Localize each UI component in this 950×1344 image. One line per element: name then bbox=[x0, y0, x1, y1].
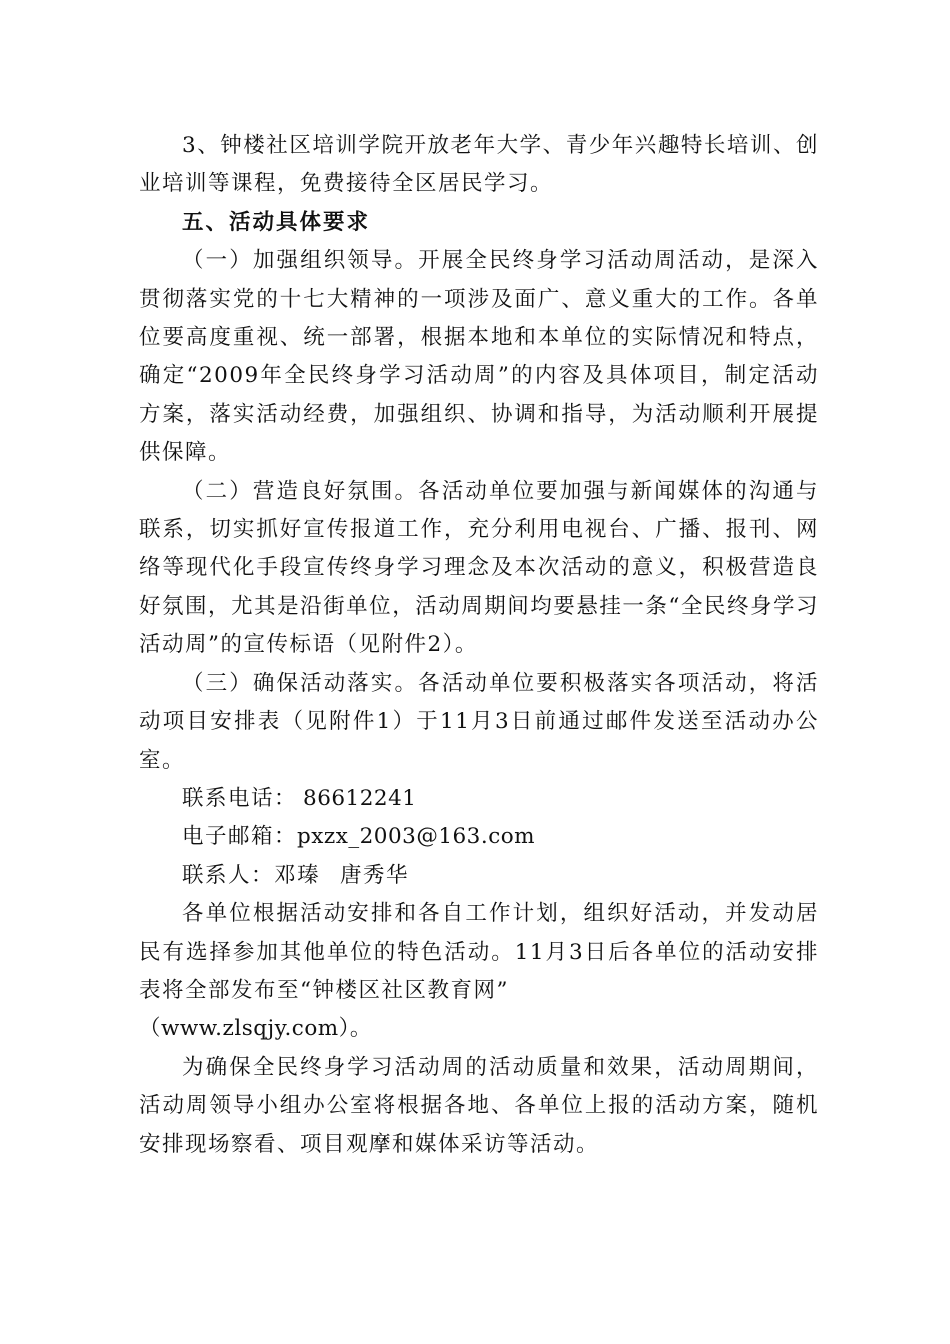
contact-email: pxzx_2003@163.com bbox=[297, 824, 536, 850]
requirement-1: （一）加强组织领导。开展全民终身学习活动周活动，是深入贯彻落实党的十七大精神的一项涉及面广、意义重大的工作。各单位要高度重视、统一部署，根据本地和本单位的实际情况和特点，确定“2009年全民终身学习活动周”的内容及具体项目，制定活动方案，落实活动经费，加强组织、协调和指导，为活动顺利开展提供保障。 bbox=[139, 248, 819, 466]
contact-person-line bbox=[139, 857, 819, 895]
contact-phone-label: 联系电话： bbox=[182, 785, 298, 811]
document-body bbox=[139, 127, 819, 1164]
contact-phone: 86612241 bbox=[303, 785, 417, 811]
contact-email-label: 电子邮箱： bbox=[182, 824, 298, 850]
contact-email-line bbox=[139, 818, 819, 856]
units-paragraph: 各单位根据活动安排和各自工作计划，组织好活动，并发动居民有选择参加其他单位的特色活动。11月3日后各单位的活动安排表将全部发布至“钟楼区社区教育网” bbox=[139, 901, 819, 1003]
contact-person-label: 联系人： bbox=[182, 862, 275, 888]
requirement-2: （二）营造良好氛围。各活动单位要加强与新闻媒体的沟通与联系，切实抓好宣传报道工作，充分利用电视台、广播、报刊、网络等现代化手段宣传终身学习理念及本次活动的意义，积极营造良好氛围，尤其是沿街单位，活动周期间均要悬挂一条“全民终身学习活动周”的宣传标语（见附件2）。 bbox=[139, 478, 819, 658]
section-heading: 五、活动具体要求 bbox=[182, 209, 371, 235]
requirement-3: （三）确保活动落实。各活动单位要积极落实各项活动，将活动项目安排表（见附件1）于11月3日前通过邮件发送至活动办公室。 bbox=[139, 670, 819, 773]
contact-person-1: 邓瑧 bbox=[274, 862, 321, 888]
final-paragraph: 为确保全民终身学习活动周的活动质量和效果，活动周期间，活动周领导小组办公室将根据各地、各单位上报的活动方案，随机安排现场察看、项目观摩和媒体采访等活动。 bbox=[139, 1054, 819, 1157]
contact-phone-line bbox=[139, 780, 819, 818]
list-item-3: 3、钟楼社区培训学院开放老年大学、青少年兴趣特长培训、创业培训等课程，免费接待全区居民学习。 bbox=[139, 133, 819, 197]
contact-person-2: 唐秀华 bbox=[340, 862, 410, 888]
website-url: （www.zlsqjy.com）。 bbox=[139, 1016, 372, 1042]
